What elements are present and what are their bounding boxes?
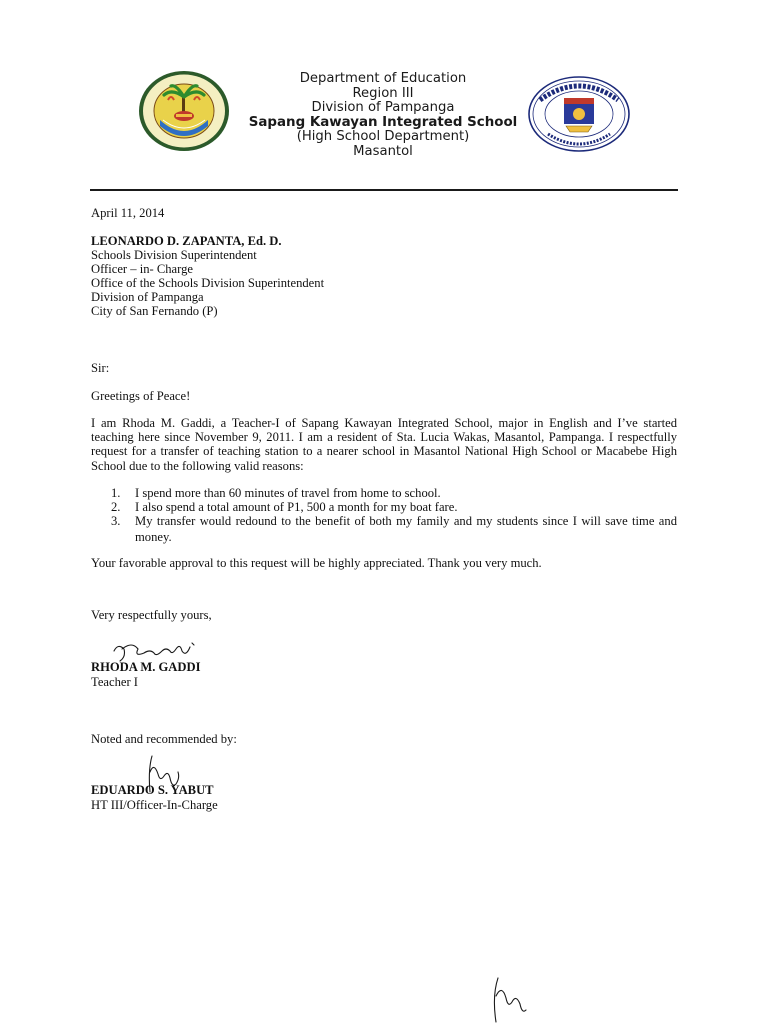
recipient-line: Division of Pampanga	[91, 290, 204, 304]
approver-name: EDUARDO S. YABUT	[91, 783, 214, 797]
list-text: I also spend a total amount of P1, 500 a month for my boat fare.	[135, 500, 458, 514]
salutation: Sir:	[91, 361, 110, 375]
list-item	[91, 500, 677, 514]
list-item	[91, 486, 677, 500]
letterhead	[230, 72, 536, 160]
department-line: Department of Education	[299, 71, 467, 86]
recipient-line: Schools Division Superintendent	[91, 248, 257, 262]
noted-line: Noted and recommended by:	[91, 732, 237, 746]
complimentary-close: Very respectfully yours,	[91, 608, 212, 622]
recipient-name: LEONARDO D. ZAPANTA, Ed. D.	[91, 234, 282, 248]
school-name: Sapang Kawayan Integrated School	[248, 114, 518, 130]
approver-title: HT III/Officer-In-Charge	[91, 798, 218, 812]
list-number: 3.	[111, 514, 121, 528]
greeting: Greetings of Peace!	[91, 389, 191, 403]
initials-mark	[484, 972, 534, 1024]
sender-title: Teacher I	[91, 675, 139, 689]
recipient-line: Office of the Schools Division Superintendent	[91, 276, 325, 290]
body-paragraph: I am Rhoda M. Gaddi, a Teacher-I of Sapang Kawayan Integrated School, major in English and I’ve started teaching here since November 9, 2011. I am a resident of Sta. Lucia Wakas, Masantol, Pampanga. I respectfully request for a transfer of teaching station to a nearer school in Masantol National High School or Macabebe High School due to the following valid reasons:	[91, 416, 677, 473]
list-text: I spend more than 60 minutes of travel from home to school.	[135, 486, 441, 500]
department-sub: (High School Department)	[296, 129, 470, 145]
list-text: My transfer would redound to the benefit of both my family and my students since I will save time and money.	[135, 514, 677, 544]
list-item	[91, 514, 677, 545]
letter-date: April 11, 2014	[91, 206, 165, 220]
list-number: 1.	[111, 486, 121, 500]
reasons-list	[91, 486, 677, 545]
school-seal-logo	[138, 70, 230, 152]
recipient-line: Officer – in- Charge	[91, 262, 193, 276]
region-line: Region III	[352, 85, 414, 101]
deped-seal-logo	[528, 76, 630, 152]
closing-paragraph: Your favorable approval to this request will be highly appreciated. Thank you very much.	[91, 556, 542, 570]
list-number: 2.	[111, 500, 121, 514]
sender-name: RHODA M. GADDI	[91, 660, 201, 674]
header-divider	[90, 189, 678, 191]
division-line: Division of Pampanga	[311, 100, 455, 116]
recipient-line: City of San Fernando (P)	[91, 304, 218, 318]
town-line: Masantol	[353, 143, 413, 159]
